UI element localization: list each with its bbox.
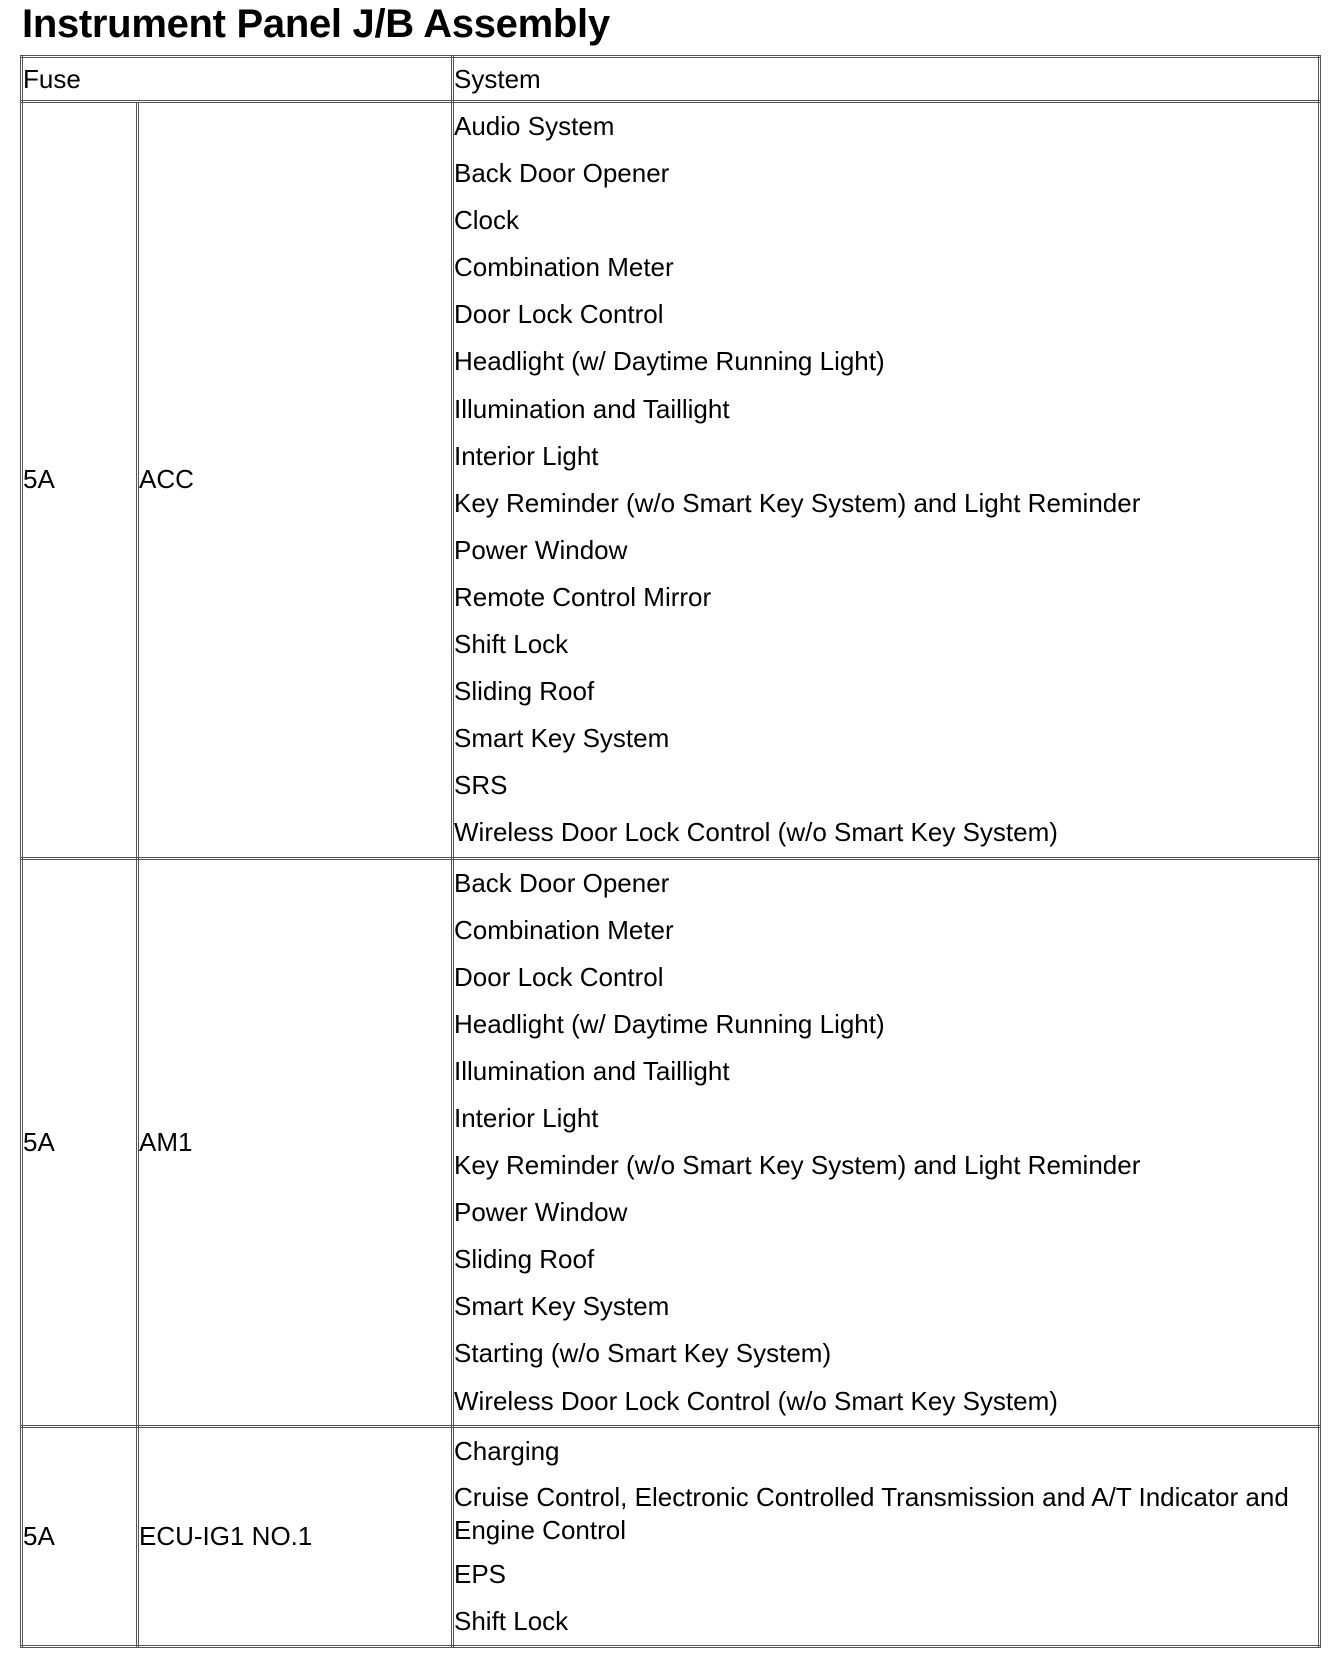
table-row bbox=[22, 102, 1320, 859]
system-item: Wireless Door Lock Control (w/o Smart Key System) bbox=[454, 817, 1058, 848]
system-item: Smart Key System bbox=[454, 1291, 670, 1322]
system-item: Back Door Opener bbox=[454, 867, 670, 898]
system-list bbox=[453, 1426, 1320, 1646]
system-item: Shift Lock bbox=[454, 629, 569, 660]
system-item: Headlight (w/ Daytime Running Light) bbox=[454, 346, 885, 377]
table-row bbox=[22, 1426, 1320, 1646]
fuse-table bbox=[20, 55, 1321, 1648]
fuse-name: AM1 bbox=[138, 858, 453, 1426]
system-item: Sliding Roof bbox=[454, 1244, 595, 1275]
fuse-amperage: 5A bbox=[22, 858, 138, 1426]
system-item: Smart Key System bbox=[454, 723, 670, 754]
system-item: Illumination and Taillight bbox=[454, 393, 730, 424]
system-item: Key Reminder (w/o Smart Key System) and Light Reminder bbox=[454, 1150, 1141, 1181]
system-item: Combination Meter bbox=[454, 914, 674, 945]
system-item: Interior Light bbox=[454, 440, 599, 471]
page-title: Instrument Panel J/B Assembly bbox=[22, 2, 610, 46]
fuse-amperage: 5A bbox=[22, 1426, 138, 1646]
system-item: Clock bbox=[454, 205, 520, 236]
system-item: Remote Control Mirror bbox=[454, 581, 712, 612]
system-item: Back Door Opener bbox=[454, 158, 670, 189]
fuse-name: ACC bbox=[138, 102, 453, 859]
system-item: Shift Lock bbox=[454, 1605, 569, 1636]
fuse-amperage: 5A bbox=[22, 102, 138, 859]
table-row bbox=[22, 858, 1320, 1426]
system-item: Key Reminder (w/o Smart Key System) and Light Reminder bbox=[454, 487, 1141, 518]
system-item: EPS bbox=[454, 1558, 507, 1589]
table-header-row bbox=[22, 57, 1320, 102]
system-item: SRS bbox=[454, 770, 508, 801]
fuse-name: ECU-IG1 NO.1 bbox=[138, 1426, 453, 1646]
system-item: Interior Light bbox=[454, 1102, 599, 1133]
system-list bbox=[453, 102, 1320, 859]
system-item: Door Lock Control bbox=[454, 299, 664, 330]
system-list bbox=[453, 858, 1320, 1426]
system-item: Door Lock Control bbox=[454, 961, 664, 992]
system-item: Starting (w/o Smart Key System) bbox=[454, 1338, 832, 1369]
system-item: Power Window bbox=[454, 1197, 628, 1228]
header-fuse: Fuse bbox=[22, 57, 453, 102]
system-item: Illumination and Taillight bbox=[454, 1055, 730, 1086]
system-item: Wireless Door Lock Control (w/o Smart Key System) bbox=[454, 1385, 1058, 1416]
system-item: Power Window bbox=[454, 534, 628, 565]
system-item: Combination Meter bbox=[454, 252, 674, 283]
system-item: Audio System bbox=[454, 111, 615, 141]
system-item: Cruise Control, Electronic Controlled Transmission and A/T Indicator and Engine Control bbox=[454, 1481, 1289, 1545]
system-item: Charging bbox=[454, 1435, 560, 1466]
system-item: Sliding Roof bbox=[454, 676, 595, 707]
header-system: System bbox=[453, 57, 1320, 102]
system-item: Headlight (w/ Daytime Running Light) bbox=[454, 1008, 885, 1039]
